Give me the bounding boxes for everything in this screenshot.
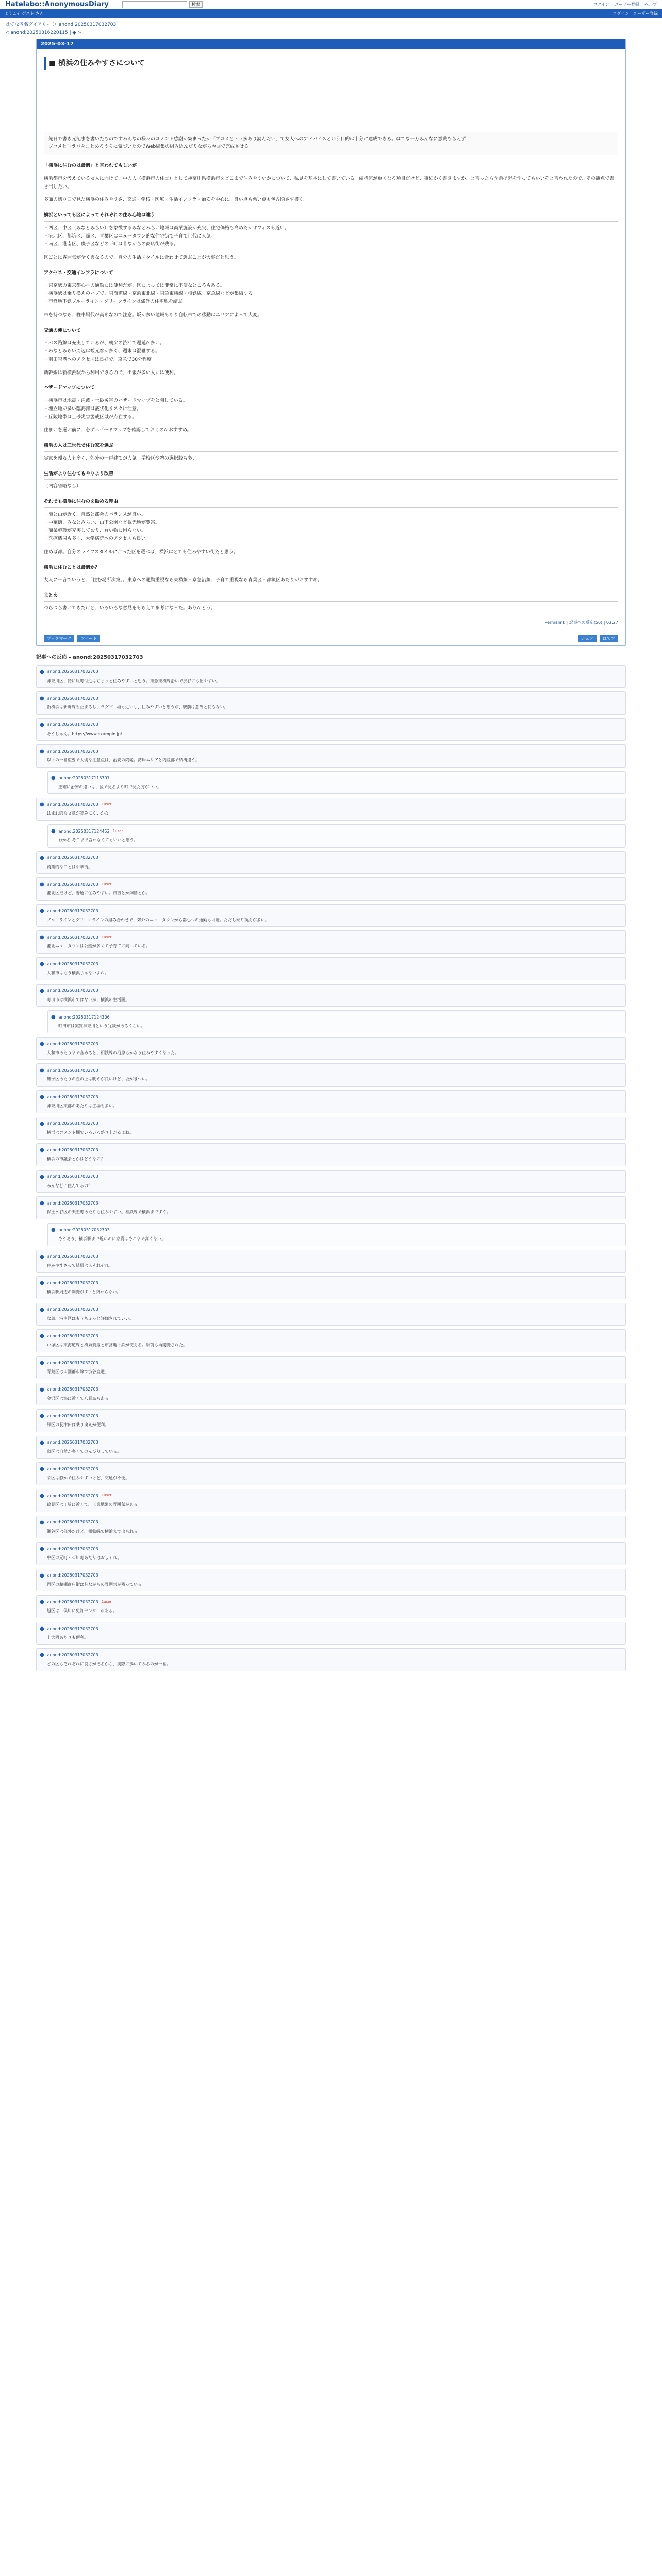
bullet-icon: ● xyxy=(51,1227,56,1233)
search-area xyxy=(122,1,203,8)
section-heading: ハザードマップについて xyxy=(44,384,618,394)
intro-quote: 先日で書き元記事を書いたものですみんなの様々のコメント感謝が集まったが「ブコメとトラ多あり読んだい」で友人へのアドバイスという目的は十分に達成できる。はてな一万みんなに意識もらえず ブコメとトラバをまとめるうちに気づいたのでWeb編集の組み込んだりながら今回で完成させる xyxy=(44,132,618,156)
bullet-icon: ● xyxy=(40,908,44,914)
trackback-header xyxy=(37,1383,625,1394)
section-paragraph: ・横浜市は地震・津波・土砂災害のハザードマップを公開している。 ・埋立地が多い臨海部は液状化リスクに注意。 ・丘陵地帯は土砂災害警戒区域が点在する。 xyxy=(44,398,188,420)
trackback-header xyxy=(37,1250,625,1261)
trackback-header xyxy=(37,798,625,809)
bullet-icon: ● xyxy=(40,1200,44,1207)
trackback-link[interactable]: anond:20250317032703 xyxy=(47,1413,98,1418)
trackback-text: 横浜の市議会とかはどうなの？ xyxy=(47,1157,105,1162)
trackback-link[interactable]: anond:20250317032703 xyxy=(47,1334,98,1339)
search-input[interactable] xyxy=(122,1,187,8)
section-paragraph: 多面の切り口で見た横浜の住みやすさ、交通・学校・医療・生活インフラ・治安を中心に、良い点も悪い点も包み隠さず書く。 xyxy=(44,197,308,203)
hatebu-button[interactable]: はてブ xyxy=(600,635,618,642)
bullet-icon: ● xyxy=(40,749,44,755)
bullet-icon: ● xyxy=(40,1625,44,1632)
trackback-link[interactable]: anond:20250317032703 xyxy=(47,1280,98,1285)
trackback-text: 中区の元町・石川町あたりはおしゃれ。 xyxy=(47,1555,122,1561)
trackback-header xyxy=(37,1117,625,1128)
trackback-text: 港北区だけど、普通に住みやすい。日吉とか綱島とか。 xyxy=(47,891,150,896)
bullet-icon: ● xyxy=(40,1333,44,1340)
trackback-link[interactable]: anond:20250317032703 xyxy=(47,882,98,887)
bullet-icon: ● xyxy=(51,775,56,781)
trackback-item xyxy=(36,1569,626,1592)
trackback-header xyxy=(37,1171,625,1181)
trackback-link[interactable]: anond:20250317032703 xyxy=(47,1201,98,1206)
login-link[interactable]: ログイン xyxy=(593,2,609,7)
trackback-link[interactable]: anond:20250317032703 xyxy=(47,855,98,860)
trackback-header xyxy=(37,1622,625,1633)
trackback-item xyxy=(36,984,626,1007)
trackback-item xyxy=(36,1143,626,1166)
trackback-link[interactable]: anond:20250317032703 xyxy=(47,1360,98,1365)
user-count-badge[interactable]: 1user xyxy=(101,935,112,939)
trackback-item xyxy=(36,1622,626,1645)
section-paragraph: （内容省略なし） xyxy=(44,484,81,489)
bullet-icon: ● xyxy=(40,722,44,728)
trackback-header xyxy=(37,1516,625,1527)
trackback-header xyxy=(48,1224,625,1234)
trackback-item xyxy=(36,691,626,715)
trackback-text: 正確に治安の違いは、区で見るより町で見た方がいい。 xyxy=(58,784,161,789)
trackback-item xyxy=(36,1409,626,1432)
trackback-link[interactable]: anond:20250317032703 xyxy=(47,1041,98,1046)
trackback-header xyxy=(37,1357,625,1367)
bullet-icon: ● xyxy=(40,1307,44,1313)
trackback-text: 西区の藤棚商店街は昔ながらの雰囲気が残っている。 xyxy=(47,1582,146,1587)
trackback-link[interactable]: anond:20250317032703 xyxy=(47,1467,98,1472)
trackback-text: 緑区の長津田は乗り換えが便利。 xyxy=(47,1422,109,1428)
trackback-item xyxy=(36,1303,626,1326)
trackback-item xyxy=(36,1276,626,1299)
bullet-icon: ● xyxy=(40,669,44,675)
trackback-text: そうじゃん。https://www.example.jp/ xyxy=(47,731,122,736)
trackback-text: 磯子区あたりの丘の上は眺めが良いけど、坂がきつい。 xyxy=(47,1077,150,1082)
article-body xyxy=(37,49,625,632)
trackback-text: 町田市は横浜市ではないが、横浜の生活圏。 xyxy=(47,997,129,1002)
diary-article xyxy=(36,39,626,646)
bullet-icon: ● xyxy=(40,855,44,861)
section-heading: それでも横浜に住むのを勧める理由 xyxy=(44,498,618,508)
trackback-item xyxy=(36,877,626,901)
trackback-link[interactable]: anond:20250317124306 xyxy=(58,1014,110,1020)
trackback-text: 鶴見区は川崎に近くて、工業地帯の雰囲気がある。 xyxy=(47,1502,142,1507)
article-meta[interactable]: Permalink | 記事への反応(56) | 03:27 xyxy=(544,620,618,625)
trackback-link[interactable]: anond:20250317032703 xyxy=(47,1493,98,1498)
trackback-item xyxy=(36,1516,626,1539)
trackback-link[interactable]: anond:20250317032703 xyxy=(47,1626,98,1631)
trackback-link[interactable]: anond:20250317032703 xyxy=(58,1227,110,1232)
bullet-icon: ● xyxy=(40,1572,44,1579)
trackback-text: 新横浜は新幹線も止まるし、ラグビー場も近いし、住みやすいと思うが、駅前は意外と何もない。 xyxy=(47,705,228,710)
trackback-item xyxy=(36,665,626,688)
section-paragraph: 車を持つなら、駐車場代が高めなので注意。坂が多い地域もあり自転車での移動はエリアによって大変。 xyxy=(44,312,262,318)
trackback-header xyxy=(37,985,625,995)
bullet-icon: ● xyxy=(40,1121,44,1127)
trackback-link[interactable]: anond:20250317032703 xyxy=(47,1307,98,1312)
bullet-icon: ● xyxy=(40,882,44,888)
trackback-item xyxy=(36,1250,626,1273)
section-heading: 「横浜に住むのは最適」と言われてもしいが xyxy=(44,162,618,172)
trackback-item xyxy=(36,1170,626,1193)
trackback-header xyxy=(37,1649,625,1659)
trackback-link[interactable]: anond:20250317032703 xyxy=(47,1094,98,1099)
section-paragraph: 新幹線は新横浜駅から利用できるので、出張が多い人には便利。 xyxy=(44,370,178,376)
trackback-link[interactable]: anond:20250317032703 xyxy=(47,1653,98,1658)
article-sections xyxy=(44,162,618,613)
trackback-link[interactable]: anond:20250317032703 xyxy=(47,722,98,727)
trackback-text: 住みやすさって結局は人それぞれ。 xyxy=(47,1263,113,1268)
section-heading: アクセス・交通インフラについて xyxy=(44,269,618,279)
bullet-icon: ● xyxy=(40,1147,44,1154)
trackback-text: 戸塚区は東海道線と横須賀線と市営地下鉄が使える。駅前も再開発された。 xyxy=(47,1343,187,1348)
user-count-badge[interactable]: 1user xyxy=(101,882,112,886)
trackback-item xyxy=(47,1223,626,1246)
trackback-text: 神奈川区、特に反町付近はちょっと住みやすいと思う。東急東横線沿いで渋谷にも出やすい。 xyxy=(47,678,220,683)
trackback-item xyxy=(36,1595,626,1618)
trackback-header xyxy=(37,1436,625,1447)
trackback-item xyxy=(36,1196,626,1219)
trackback-text: 大和市あたりまで含めると、相鉄線の沿線もかなり住みやすくなった。 xyxy=(47,1050,179,1055)
trackback-heading: 記事への反応 - anond:20250317032703 xyxy=(36,653,626,662)
trackback-item xyxy=(36,1462,626,1485)
trackback-item xyxy=(36,1329,626,1352)
share-button[interactable]: シェア xyxy=(578,635,597,642)
trackback-link[interactable]: anond:20250317032703 xyxy=(47,1147,98,1153)
trackback-header xyxy=(37,1463,625,1473)
trackback-text: 港北ニュータウンは公園が多くて子育てに向いている。 xyxy=(47,944,150,949)
top-links xyxy=(593,2,657,7)
section-paragraph: 友人に一言でいうと、「住む場所次第」。東京への通勤重視なら東横線・京急沿線、子育て重視なら青葉区・都筑区あたりがおすすめ。 xyxy=(44,578,322,583)
trackback-text: 保土ケ谷区の天王町あたりも住みやすい。相鉄線で横浜まですぐ。 xyxy=(47,1210,171,1215)
trackback-text: 上大岡あたりも便利。 xyxy=(47,1635,88,1640)
trackback-header xyxy=(37,1596,625,1606)
trackback-text: 横浜はコメント欄でいろいろ盛り上がるよね。 xyxy=(47,1130,134,1135)
trackback-text: 旭区は二俣川に免許センターがある。 xyxy=(47,1608,117,1614)
trackback-link[interactable]: anond:20250317124452 xyxy=(58,828,110,834)
trackback-item xyxy=(36,718,626,741)
trackback-link[interactable]: anond:20250317032703 xyxy=(47,1121,98,1126)
trackback-item xyxy=(36,957,626,980)
bullet-icon: ● xyxy=(51,828,56,835)
trackback-text: 神奈川区東部のあたりは工場も多い。 xyxy=(47,1104,117,1108)
user-count-badge[interactable]: 1user xyxy=(101,802,112,807)
trackback-header xyxy=(48,825,625,836)
bullet-icon: ● xyxy=(40,1599,44,1605)
trackback-header xyxy=(37,931,625,942)
trackback-header xyxy=(37,1410,625,1420)
sub-header xyxy=(0,9,662,18)
bullet-icon: ● xyxy=(40,1174,44,1180)
section-paragraph: 区ごとに雰囲気が全く異なるので、自分の生活スタイルに合わせて選ぶことが大事だと思う。 xyxy=(44,255,239,260)
section-heading: 横浜の人は三世代で住む家を選ぶ xyxy=(44,442,618,452)
section-paragraph: 実家を頼る人も多く、郊外の一戸建てが人気。学校区や塾の選択肢も多い。 xyxy=(44,455,202,461)
sub-signup-link[interactable]: ユーザー登録 xyxy=(633,11,658,16)
trackback-header xyxy=(48,772,625,783)
trackback-header xyxy=(37,1038,625,1048)
trackback-item xyxy=(36,798,626,821)
trackback-header xyxy=(37,1277,625,1287)
site-logo[interactable]: Hatelabo::AnonymousDiary xyxy=(5,1,109,8)
trackback-header xyxy=(37,1303,625,1314)
bullet-icon: ● xyxy=(40,1067,44,1074)
trackback-item xyxy=(47,1010,626,1033)
trackback-item xyxy=(47,824,626,848)
bullet-icon: ● xyxy=(40,935,44,941)
trackback-link[interactable]: anond:20250317032703 xyxy=(47,1068,98,1073)
signup-link[interactable]: ユーザー登録 xyxy=(615,2,639,7)
section-paragraph: つらつら書いてきたけど、いろいろな意見をもらえて参考になった。ありがとう。 xyxy=(44,605,216,611)
sub-links xyxy=(613,11,658,16)
trackback-item xyxy=(36,1037,626,1060)
bullet-icon: ● xyxy=(51,1014,56,1021)
trackback-item xyxy=(36,930,626,954)
share-right xyxy=(578,635,618,642)
trackback-link[interactable]: anond:20250317115707 xyxy=(58,775,110,781)
trackback-text: どの区もそれぞれに良さがあるから、実際に歩いてみるのが一番。 xyxy=(47,1662,171,1667)
section-paragraph: 住めば都。自分のライフスタイルに合った区を選べば、横浜はとても住みやすい街だと思う。 xyxy=(44,549,238,555)
trackback-header xyxy=(37,852,625,862)
bullet-icon: ● xyxy=(40,961,44,968)
bullet-icon: ● xyxy=(40,988,44,994)
trackback-header xyxy=(37,1197,625,1208)
trackback-item xyxy=(36,1648,626,1671)
trackback-link[interactable]: anond:20250317032703 xyxy=(47,1546,98,1551)
section-paragraph: ・海と山が近く、自然と都会のバランスが良い。 ・中華街、みなとみらい、山下公園など観光地が豊富。 ・商業施設が充実しており、買い物に困らない。 ・医療機関も多く、大学病院へのアクセスも良い。 xyxy=(44,512,160,541)
trackback-header xyxy=(48,1011,625,1022)
section-paragraph: ・バス路線は充実しているが、朝夕の渋滞で遅延が多い。 ・みなとみらい周辺は観光客が多く、週末は混雑する。 ・羽田空港へのアクセスは良好で、京急で30分程度。 xyxy=(44,341,165,362)
trackback-item xyxy=(36,1542,626,1565)
trackback-header xyxy=(37,1091,625,1101)
trackback-link[interactable]: anond:20250317032703 xyxy=(47,1387,98,1392)
section-heading: 横浜といっても区によってそれぞれの住み心地は違う xyxy=(44,212,618,222)
trackback-item xyxy=(36,904,626,927)
trackback-item xyxy=(36,1063,626,1087)
user-count-badge[interactable]: 1user xyxy=(101,1493,112,1498)
section-heading: 横浜に住むことは最適か？ xyxy=(44,564,618,574)
trackback-text: 栄区は静かで住みやすいけど、交通が不便。 xyxy=(47,1476,129,1481)
trackback-text: ブルーラインとグリーンラインの組み合わせで、郊外のニュータウンから都心への通勤も可能。ただし乗り換えが多い。 xyxy=(47,917,269,922)
sub-login-link[interactable]: ログイン xyxy=(613,11,629,16)
trackback-link[interactable]: anond:20250317032703 xyxy=(47,669,98,674)
welcome-text: ようこそ ゲスト さん xyxy=(4,11,44,16)
bullet-icon: ● xyxy=(40,1519,44,1526)
prev-next-nav[interactable]: < anond:20250316220115 | ◆ > xyxy=(5,30,81,36)
trackback-item xyxy=(36,851,626,874)
tweet-button[interactable]: ツイート xyxy=(77,635,100,642)
trackback-header xyxy=(37,1569,625,1580)
trackback-header xyxy=(37,958,625,969)
bullet-icon: ● xyxy=(40,1280,44,1286)
trackback-link[interactable]: anond:20250317032703 xyxy=(47,988,98,993)
trackback-text: 商業的なことは中華街。 xyxy=(47,864,92,869)
trackback-link[interactable]: anond:20250317032703 xyxy=(47,1174,98,1179)
user-count-badge[interactable]: 1user xyxy=(112,828,123,833)
bullet-icon: ● xyxy=(40,1439,44,1446)
trackback-text: 町田市は実質神奈川という冗談があるくらい。 xyxy=(58,1024,145,1029)
bullet-icon: ● xyxy=(40,1652,44,1658)
section-paragraph: ・西区、中区（みなとみらい）を象徴するみなとみらい地域は商業施設が充実、住宅価格も高めだがオフィスも近い。 ・港北区、都筑区、緑区、青葉区はニュータウン的な住宅街で子育て世代に人気。 ・南区、港南区、磯子区などの下町は昔ながらの商店街が残る。 xyxy=(44,225,290,247)
article-title[interactable]: ■ 横浜の住みやすさについて xyxy=(44,57,618,70)
trackback-text: 大和市はもう横浜じゃないよね。 xyxy=(47,971,109,976)
bookmark-button[interactable]: ブックマーク xyxy=(44,635,74,642)
trackback-item xyxy=(36,1383,626,1406)
trackback-link[interactable]: anond:20250317032703 xyxy=(47,1573,98,1578)
trackback-text: そうそう、横浜駅まで近いのに家賃はそこまで高くない。 xyxy=(58,1236,166,1241)
trackback-link[interactable]: anond:20250317032703 xyxy=(47,802,98,807)
bullet-icon: ● xyxy=(40,1094,44,1100)
bullet-icon: ● xyxy=(40,1041,44,1047)
section-heading: 交通の便について xyxy=(44,327,618,337)
trackback-link[interactable]: anond:20250317032703 xyxy=(47,696,98,701)
trackback-text: 瀬谷区は郊外だけど、相鉄線で横浜まで出られる。 xyxy=(47,1529,142,1534)
trackback-header xyxy=(37,745,625,756)
trackback-text: 青葉区は田園都市線で渋谷直通。 xyxy=(47,1369,109,1374)
trackback-header xyxy=(37,692,625,703)
bullet-icon: ● xyxy=(40,1466,44,1472)
trackback-item xyxy=(36,1090,626,1113)
trackback-header xyxy=(37,719,625,730)
bullet-icon: ● xyxy=(40,1386,44,1393)
trackback-text: なお、港南区はもうちょっと評価されていい。 xyxy=(47,1316,134,1321)
article-date: 2025-03-17 xyxy=(37,39,625,49)
share-bar xyxy=(37,632,625,645)
bullet-icon: ● xyxy=(40,1253,44,1260)
help-link[interactable]: ヘルプ xyxy=(644,2,657,7)
trackback-link[interactable]: anond:20250317032703 xyxy=(47,908,98,913)
trackback-item xyxy=(36,744,626,768)
trackback-link[interactable]: anond:20250317032703 xyxy=(47,1520,98,1525)
bullet-icon: ● xyxy=(40,1413,44,1419)
trackback-header xyxy=(37,1330,625,1341)
trackback-header xyxy=(37,1144,625,1155)
trackback-link[interactable]: anond:20250317032703 xyxy=(47,935,98,940)
trackback-text: 金沢区は海に近くて八景島もある。 xyxy=(47,1396,113,1401)
trackback-link[interactable]: anond:20250317032703 xyxy=(47,1440,98,1445)
trackback-link[interactable]: anond:20250317032703 xyxy=(47,1599,98,1604)
trackback-text: 泉区は自然が多くてのんびりしている。 xyxy=(47,1449,121,1454)
section-heading: まとめ xyxy=(44,592,618,602)
trackback-item xyxy=(36,1436,626,1459)
section-paragraph: ・東京駅の東京都心への通勤には便利だが、区によっては非常に不便なところもある。 ・横浜駅は乗り換えのハブで、東海道線・京浜東北線・東急東横線・相鉄線・京急線などが集結する。 ・市営地下鉄ブルーライン・グリーンラインは郊外の住宅地を結ぶ。 xyxy=(44,283,258,304)
trackback-link[interactable]: anond:20250317032703 xyxy=(47,961,98,967)
trackback-header xyxy=(37,1064,625,1075)
section-paragraph: 横浜都市を考えている友人に向けて、中の人（横浜市の住民）として神奈川県横浜市をどこまで住みやすいかについて、私見を基本にして書いている。結構気が重くなる項目だけど、事細かく書きますか、と言ったら問題提起を作ってもいいぞと言われたので、その観点で書き出したい。 xyxy=(44,176,615,190)
trackback-text: はまれ的な文章が読みにくいかな。 xyxy=(47,811,113,816)
trackback-header xyxy=(37,1543,625,1553)
breadcrumb[interactable]: はてな匿名ダイアリー ＞ anond:20250317032703 xyxy=(5,22,117,27)
trackback-text: 横浜駅周辺の開発がずっと終わらない。 xyxy=(47,1290,121,1295)
trackback-item xyxy=(36,1356,626,1379)
trackback-header xyxy=(37,878,625,889)
bullet-icon: ● xyxy=(40,1493,44,1499)
trackback-list xyxy=(36,665,626,1672)
trackback-item xyxy=(36,1489,626,1512)
trackback-text: わかる そこまで言わなくてもいいと思う。 xyxy=(58,838,138,843)
bullet-icon: ● xyxy=(40,1546,44,1552)
section-paragraph: 住まいを選ぶ前に、必ずハザードマップを確認しておくのがおすすめ。 xyxy=(44,428,192,433)
trackback-item xyxy=(47,771,626,794)
bullet-icon: ● xyxy=(40,696,44,702)
trackback-link[interactable]: anond:20250317032703 xyxy=(47,1254,98,1259)
trackback-header xyxy=(37,905,625,916)
top-header xyxy=(0,0,662,9)
trackback-item xyxy=(36,1117,626,1140)
bullet-icon: ● xyxy=(40,1360,44,1366)
search-button[interactable]: 検索 xyxy=(189,1,203,8)
trackback-text: 以下の一番重要で大切な注意点は、治安の問題。湾岸エリアと内陸部で結構違う。 xyxy=(47,758,200,763)
section-heading: 生活がより住むてもやりより改善 xyxy=(44,470,618,480)
trackback-link[interactable]: anond:20250317032703 xyxy=(47,749,98,754)
trackback-text: みんなどこ住んでるの？ xyxy=(47,1183,92,1188)
trackback-header xyxy=(37,666,625,676)
bullet-icon: ● xyxy=(40,802,44,808)
trackback-header xyxy=(37,1489,625,1500)
user-count-badge[interactable]: 1user xyxy=(101,1599,112,1604)
